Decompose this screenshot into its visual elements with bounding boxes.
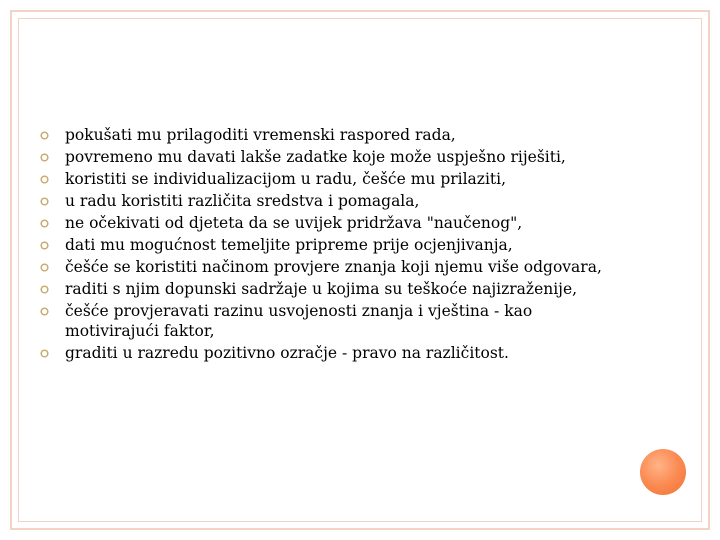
bullet-list	[40, 125, 620, 365]
top-decor-rule	[18, 18, 702, 19]
ring-bullet-icon	[40, 219, 49, 228]
list-item	[40, 343, 620, 363]
list-item	[40, 235, 620, 255]
list-item-text: koristiti se individualizacijom u radu, češće mu prilaziti,	[65, 170, 507, 188]
list-item-text: češće se koristiti načinom provjere znanja koji njemu više odgovara,	[65, 258, 602, 276]
orange-circle-decoration	[640, 449, 686, 495]
list-item	[40, 279, 620, 299]
ring-bullet-icon	[40, 175, 49, 184]
list-item	[40, 257, 620, 277]
list-item	[40, 169, 620, 189]
list-item-text: ne očekivati od djeteta da se uvijek pridržava "naučenog",	[65, 214, 523, 232]
ring-bullet-icon	[40, 307, 49, 316]
ring-bullet-icon	[40, 131, 49, 140]
left-decor-rule	[18, 18, 19, 522]
list-item-text: povremeno mu davati lakše zadatke koje može uspješno riješiti,	[65, 148, 566, 166]
list-item-text: u radu koristiti različita sredstva i pomagala,	[65, 192, 420, 210]
list-item	[40, 301, 620, 341]
list-item-text: češće provjeravati razinu usvojenosti znanja i vještina - kao motivirajući faktor,	[65, 302, 533, 340]
ring-bullet-icon	[40, 197, 49, 206]
list-item-text: raditi s njim dopunski sadržaje u kojima su teškoće najizraženije,	[65, 280, 578, 298]
list-item-text: pokušati mu prilagoditi vremenski raspored rada,	[65, 126, 456, 144]
list-item	[40, 147, 620, 167]
ring-bullet-icon	[40, 349, 49, 358]
ring-bullet-icon	[40, 153, 49, 162]
ring-bullet-icon	[40, 285, 49, 294]
ring-bullet-icon	[40, 263, 49, 272]
bottom-decor-rule	[18, 521, 702, 522]
list-item	[40, 213, 620, 233]
ring-bullet-icon	[40, 241, 49, 250]
list-item-text: graditi u razredu pozitivno ozračje - pravo na različitost.	[65, 344, 509, 362]
list-item-text: dati mu mogućnost temeljite pripreme prije ocjenjivanja,	[65, 236, 513, 254]
list-item	[40, 191, 620, 211]
right-decor-rule	[701, 18, 702, 522]
list-item	[40, 125, 620, 145]
